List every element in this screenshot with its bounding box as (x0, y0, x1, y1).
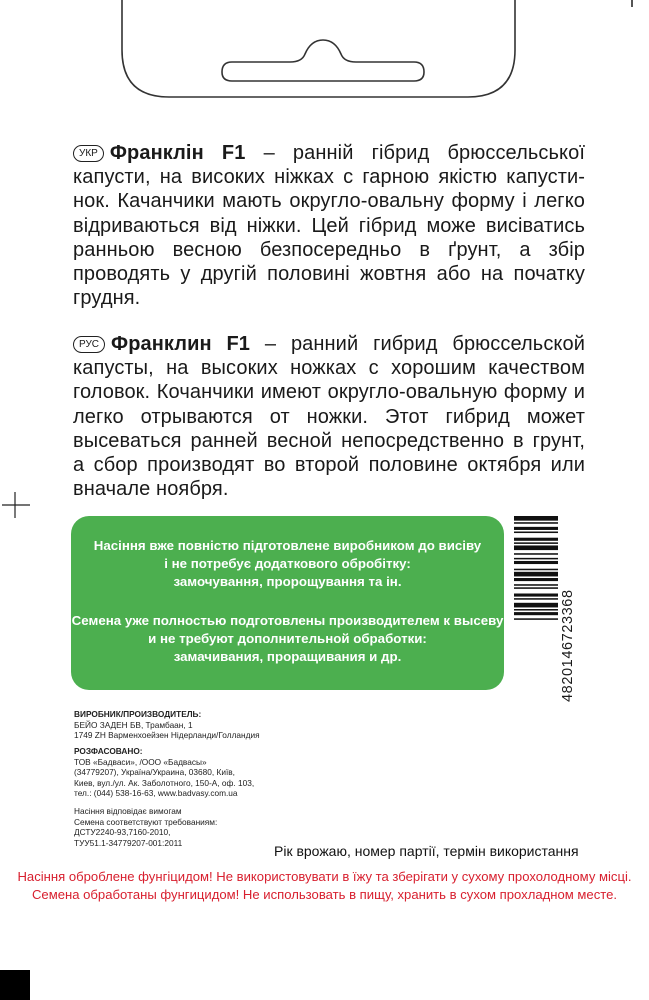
crosshair-mark-icon (2, 492, 30, 518)
barcode-bar (514, 618, 558, 620)
manufacturer-line: 1749 ZH Варменхоейзен Нідерланди/Голландия (74, 730, 260, 741)
notice-rus-line: Семена уже полностью подготовлены производителем к высеву (71, 613, 504, 628)
lang-badge-rus: РУС (73, 336, 105, 353)
barcode-icon (514, 516, 564, 692)
standards-line: Насіння відповідає вимогам (74, 806, 182, 816)
barcode-bar (514, 538, 558, 541)
packer-line: ТОВ «Бадваси», /ООО «Бадвасы» (74, 756, 207, 767)
packer-line: (34779207), Україна/Украина, 03680, Київ, (74, 767, 235, 778)
barcode-bar (514, 516, 558, 521)
barcode-bar (514, 584, 558, 586)
product-name-rus: Франклин F1 (111, 333, 251, 355)
warning-rus: Семена обработаны фунгицидом! Не использовать в пищу, хранить в сухом прохладном месте. (31, 887, 618, 902)
standards-line: ДСТУ2240-93,7160-2010, (74, 827, 171, 838)
notice-ukr-line: і не потребує додаткового обробітку: (164, 556, 411, 572)
description-rus (73, 332, 585, 501)
warning-ukr: Насіння оброблене фунгіцидом! Не використовувати в їжу та зберігати у сухому прохолодному місці. (17, 869, 632, 884)
lang-badge-ukr: УКР (73, 145, 104, 162)
manufacturer-info (74, 709, 260, 741)
packer-line: Киев, вул./ул. Ак. Заболотного, 150-А, оф. 103, (74, 777, 255, 788)
packer-info (74, 746, 254, 799)
barcode-bar (514, 603, 558, 608)
barcode-bar (514, 532, 558, 534)
standards-line: ТУУ51.1-34779207-001:2011 (74, 837, 183, 848)
standards-line: Семена соответствуют требованиям: (74, 816, 218, 827)
barcode-digits: 4820146723368 (560, 589, 576, 702)
seed-preparation-notice (71, 516, 504, 690)
corner-registration-mark (0, 970, 30, 1000)
barcode-bar (514, 572, 558, 577)
barcode-bar (514, 553, 558, 555)
barcode-bar (514, 558, 558, 560)
barcode-bar (514, 598, 558, 600)
notice-ukr (71, 537, 504, 592)
manufacturer-header: ВИРОБНИК/ПРОИЗВОДИТЕЛЬ: (74, 709, 202, 719)
barcode-bar (514, 545, 558, 550)
notice-rus-line: и не требуют дополнительной обработки: (148, 631, 427, 647)
packer-header: РОЗФАСОВАНО: (74, 746, 143, 756)
fungicide-warning (0, 868, 649, 904)
barcode-bar (514, 542, 558, 544)
barcode-bar (514, 594, 558, 597)
notice-ukr-line: Насіння вже повністю підготовлене виробником до висіву (93, 538, 482, 553)
notice-rus-line: замачивания, проращивания и др. (173, 649, 402, 665)
barcode-bar (514, 569, 558, 571)
manufacturer-line: БЕЙО ЗАДЕН БВ, Трамбаан, 1 (74, 719, 193, 730)
notice-ukr-line: замочування, пророщування та ін. (173, 574, 402, 590)
crop-mark-top (631, 0, 633, 7)
description-text-rus: – ранний гибрид брюссельской капусты, на высоких ножках с хорошим качеством головок. Кочанчики имеют округло-овальную форму и легко отрываются от ножки. Этот гибрид может высеваться ранней весной непосредственно в грунт, а сбор производят во второй половине октября или вначале ноября. (73, 333, 585, 501)
description-text-ukr: – ранній гібрид брюссельської капусти, на високих ніжках с гарною якістю капусти-нок. Качанчики мають округло-овальну форму і легко відриваються від ніжки. Цей гібрид може висіватись ранньою весною безпосередньо в ґрунт, а збір проводять у другій половині жовтня або на початку грудня. (73, 142, 585, 310)
barcode-bar (514, 587, 558, 589)
barcode-bar (514, 609, 558, 611)
barcode-bar (514, 578, 558, 581)
hang-tab-outline (0, 0, 649, 110)
packer-line: тел.: (044) 538-16-63, www.badvasy.com.ua (74, 788, 238, 799)
harvest-year-batch-label: Рік врожаю, номер партії, термін використання (274, 843, 579, 859)
standards-info (74, 806, 217, 848)
barcode-bar (514, 522, 558, 524)
barcode-bar (514, 561, 558, 564)
barcode-bar (514, 612, 558, 615)
description-ukr (73, 141, 585, 310)
notice-rus (71, 612, 504, 667)
product-name-ukr: Франклін F1 (109, 142, 246, 164)
barcode-bar (514, 527, 558, 530)
